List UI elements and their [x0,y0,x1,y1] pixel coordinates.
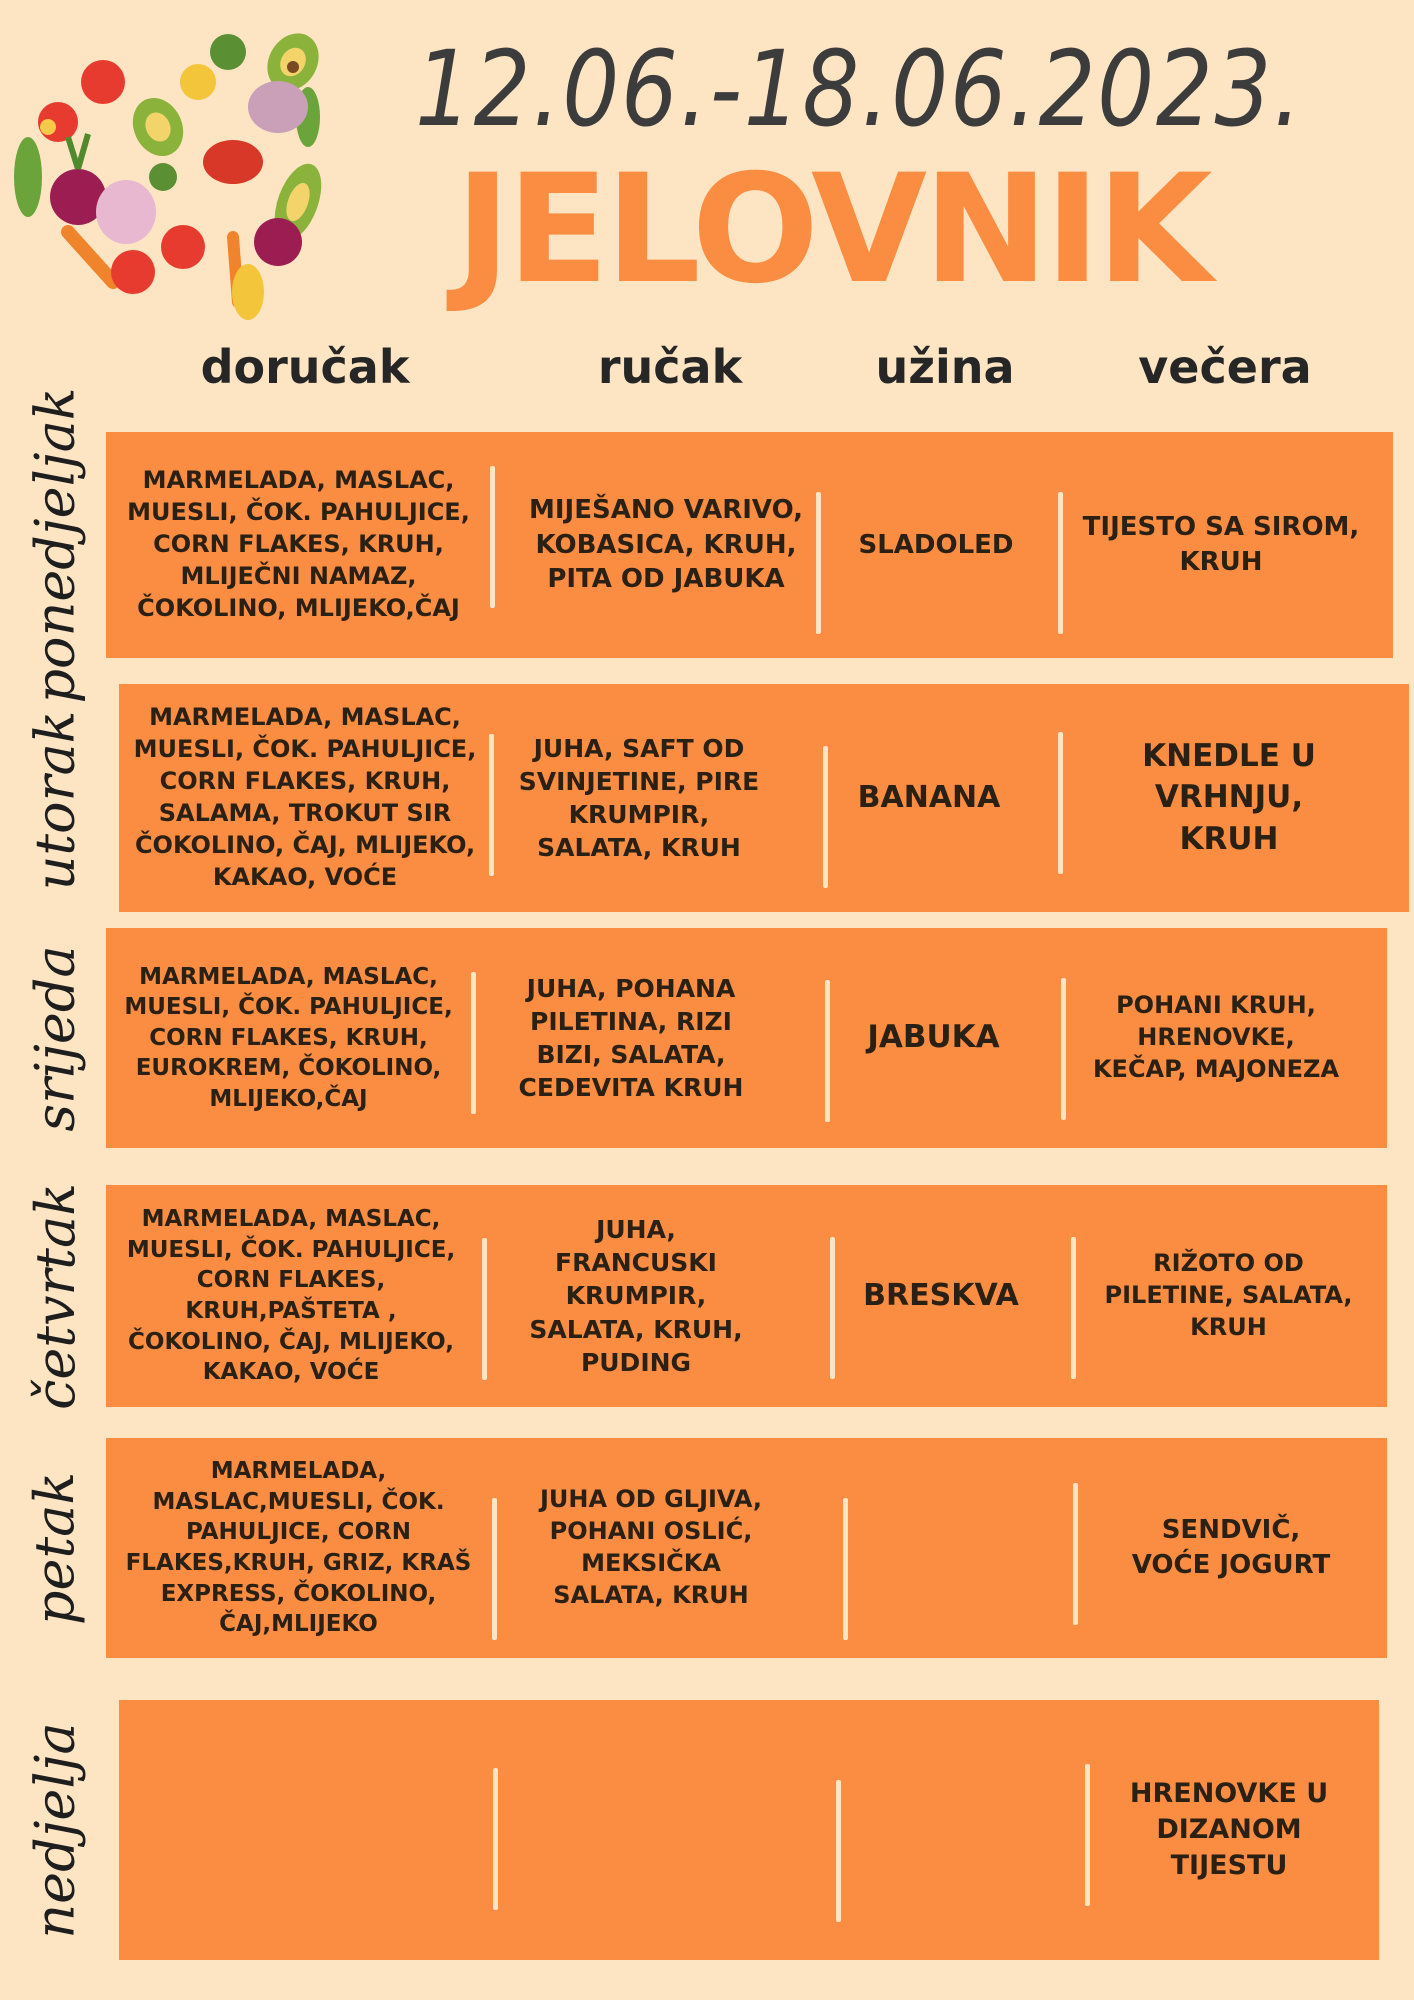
dinner-cell: HRENOVKE U DIZANOM TIJESTU [1129,1778,1329,1881]
column-header-lunch: ručak [597,340,743,394]
menu-row-sunday [119,1700,1379,1960]
breakfast-cell: MARMELADA, MASLAC,MUESLI, ČOK. PAHULJICE, CORN FLAKES,KRUH, GRIZ, KRAŠ EXPRESS, ČOKOLINO, ČAJ,MLIJEKO [125,1458,472,1638]
lunch-cell: JUHA, FRANCUSKI KRUMPIR, SALATA, KRUH, PUDING [529,1214,743,1377]
day-label-wednesday: srijeda [23,944,87,1132]
column-divider [482,1238,487,1380]
column-divider [836,1780,841,1922]
snack-cell: SLADOLED [858,529,1014,560]
day-label-friday: petak [23,1471,87,1625]
column-divider [493,1768,498,1910]
day-label-monday: ponedjeljak [23,387,87,704]
lunch-cell [499,1700,829,1960]
column-divider [1061,978,1066,1120]
column-divider [489,734,494,876]
dinner-cell: POHANI KRUH, HRENOVKE, KEČAP, MAJONEZA [1092,991,1340,1083]
menu-row-wednesday [106,928,1387,1148]
column-divider [471,972,476,1114]
day-label-sunday: nedjelja [23,1721,87,1939]
lunch-cell: JUHA OD GLJIVA, POHANI OSLIĆ, MEKSIČKA SALATA, KRUH [539,1485,763,1609]
column-divider [823,746,828,888]
lunch-cell: MIJEŠANO VARIVO, KOBASICA, KRUH, PITA OD JABUKA [529,495,803,595]
column-divider [490,466,495,608]
column-divider [1071,1237,1076,1379]
dinner-cell: SENDVIČ, VOĆE JOGURT [1131,1515,1331,1580]
snack-cell: BRESKVA [863,1278,1019,1314]
menu-row-thursday [106,1185,1387,1407]
day-label-tuesday: utorak [23,710,87,890]
column-divider [1058,492,1063,634]
column-header-breakfast: doručak [200,340,410,394]
dinner-cell: KNEDLE U VRHNJU, KRUH [1142,738,1316,857]
breakfast-cell: MARMELADA, MASLAC, MUESLI, ČOK. PAHULJICE, CORN FLAKES, KRUH, MLIJEČNI NAMAZ, ČOKOLINO, MLIJEKO,ČAJ [127,466,470,622]
column-header-dinner: večera [1138,340,1312,394]
menu-row-monday [106,432,1393,658]
column-divider [825,980,830,1122]
menu-row-tuesday [119,684,1409,912]
lunch-cell: JUHA, SAFT OD SVINJETINE, PIRE KRUMPIR, SALATA, KRUH [518,733,760,863]
snack-cell [839,1700,1079,1960]
breakfast-cell: MARMELADA, MASLAC, MUESLI, ČOK. PAHULJICE, CORN FLAKES, KRUH, EUROKREM, ČOKOLINO, MLIJEKO,ČAJ [124,963,453,1112]
column-divider [1085,1764,1090,1906]
day-label-thursday: četvrtak [23,1182,87,1410]
snack-cell: BANANA [857,780,1001,816]
breakfast-cell [119,1700,489,1960]
date-range: 12.06.-18.06.2023. [415,28,1304,150]
page-title: JELOVNIK [455,143,1209,317]
column-divider [816,492,821,634]
menu-row-friday [106,1438,1387,1658]
vegetable-heart-illustration [8,12,338,322]
column-divider [1073,1483,1078,1625]
snack-cell [846,1438,1066,1658]
column-divider [843,1498,848,1640]
lunch-cell: JUHA, POHANA PILETINA, RIZI BIZI, SALATA, CEDEVITA KRUH [518,973,744,1103]
breakfast-cell: MARMELADA, MASLAC, MUESLI, ČOK. PAHULJICE, CORN FLAKES, KRUH, SALAMA, TROKUT SIR ČOKOLINO, ČAJ, MLIJEKO, KAKAO, VOĆE [133,703,477,891]
column-divider [492,1498,497,1640]
column-divider [830,1237,835,1379]
dinner-cell: RIŽOTO OD PILETINE, SALATA, KRUH [1104,1249,1353,1341]
dinner-cell: TIJESTO SA SIROM, KRUH [1082,512,1360,577]
column-divider [1058,732,1063,874]
column-header-snack: užina [875,340,1015,394]
snack-cell: JABUKA [867,1019,1000,1056]
breakfast-cell: MARMELADA, MASLAC, MUESLI, ČOK. PAHULJICE, CORN FLAKES, KRUH,PAŠTETA , ČOKOLINO, ČAJ, MLIJEKO, KAKAO, VOĆE [126,1206,456,1386]
